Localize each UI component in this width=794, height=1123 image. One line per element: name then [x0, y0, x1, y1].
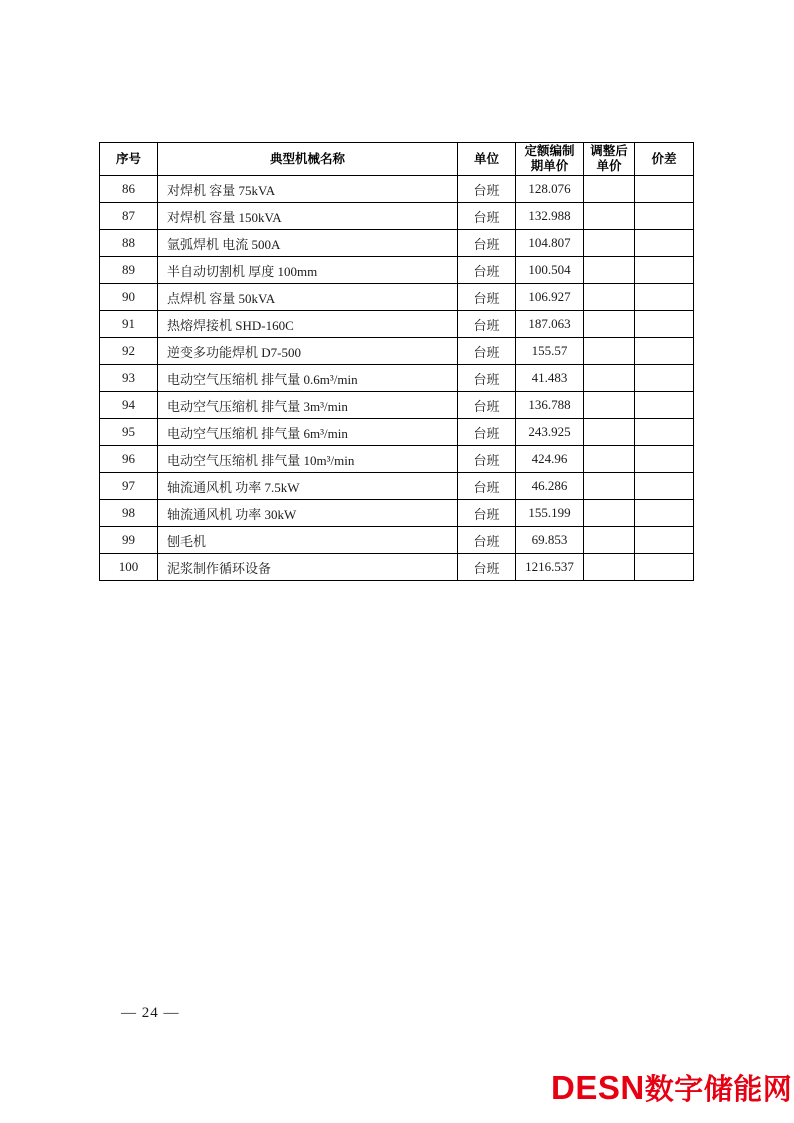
row-price-diff	[635, 365, 694, 392]
row-adjusted-price	[584, 500, 635, 527]
table-row	[100, 257, 694, 284]
row-base-price: 155.199	[516, 500, 584, 527]
row-price-diff	[635, 338, 694, 365]
row-unit: 台班	[458, 446, 516, 473]
row-seq: 99	[100, 527, 158, 554]
row-machine-name: 热熔焊接机 SHD-160C	[158, 311, 458, 338]
header-base-price: 定额编制期单价	[516, 143, 584, 176]
row-unit: 台班	[458, 473, 516, 500]
table-row	[100, 554, 694, 581]
page-number: — 24 —	[121, 1005, 180, 1021]
row-price-diff	[635, 500, 694, 527]
row-machine-name: 点焊机 容量 50kVA	[158, 284, 458, 311]
row-adjusted-price	[584, 311, 635, 338]
row-seq: 95	[100, 419, 158, 446]
row-machine-name: 电动空气压缩机 排气量 10m³/min	[158, 446, 458, 473]
row-base-price: 1216.537	[516, 554, 584, 581]
row-unit: 台班	[458, 284, 516, 311]
row-price-diff	[635, 230, 694, 257]
row-machine-name: 逆变多功能焊机 D7-500	[158, 338, 458, 365]
row-seq: 97	[100, 473, 158, 500]
row-price-diff	[635, 176, 694, 203]
row-adjusted-price	[584, 446, 635, 473]
row-base-price: 69.853	[516, 527, 584, 554]
row-price-diff	[635, 257, 694, 284]
row-seq: 91	[100, 311, 158, 338]
header-unit: 单位	[458, 143, 516, 176]
row-base-price: 106.927	[516, 284, 584, 311]
row-base-price: 187.063	[516, 311, 584, 338]
row-adjusted-price	[584, 230, 635, 257]
row-base-price: 46.286	[516, 473, 584, 500]
row-base-price: 41.483	[516, 365, 584, 392]
row-unit: 台班	[458, 257, 516, 284]
row-adjusted-price	[584, 257, 635, 284]
row-machine-name: 半自动切割机 厚度 100mm	[158, 257, 458, 284]
header-price-diff: 价差	[635, 143, 694, 176]
row-base-price: 128.076	[516, 176, 584, 203]
row-seq: 96	[100, 446, 158, 473]
row-base-price: 132.988	[516, 203, 584, 230]
table-row	[100, 473, 694, 500]
row-seq: 98	[100, 500, 158, 527]
brand-logo-cjk: 数字储能网	[644, 1074, 793, 1106]
row-unit: 台班	[458, 527, 516, 554]
brand-logo-latin: DESN	[551, 1069, 645, 1106]
row-adjusted-price	[584, 392, 635, 419]
table-row	[100, 392, 694, 419]
row-machine-name: 轴流通风机 功率 7.5kW	[158, 473, 458, 500]
row-base-price: 136.788	[516, 392, 584, 419]
row-adjusted-price	[584, 338, 635, 365]
row-seq: 86	[100, 176, 158, 203]
machine-table-body	[100, 176, 694, 581]
row-unit: 台班	[458, 392, 516, 419]
machine-price-table	[99, 142, 694, 581]
table-row	[100, 527, 694, 554]
row-unit: 台班	[458, 230, 516, 257]
row-base-price: 243.925	[516, 419, 584, 446]
row-adjusted-price	[584, 284, 635, 311]
table-row	[100, 230, 694, 257]
row-machine-name: 刨毛机	[158, 527, 458, 554]
row-adjusted-price	[584, 554, 635, 581]
row-seq: 92	[100, 338, 158, 365]
table-row	[100, 284, 694, 311]
row-unit: 台班	[458, 176, 516, 203]
row-adjusted-price	[584, 176, 635, 203]
row-machine-name: 电动空气压缩机 排气量 0.6m³/min	[158, 365, 458, 392]
row-unit: 台班	[458, 311, 516, 338]
header-adjusted-price: 调整后单价	[584, 143, 635, 176]
header-machine-name: 典型机械名称	[158, 143, 458, 176]
row-price-diff	[635, 284, 694, 311]
row-unit: 台班	[458, 338, 516, 365]
row-seq: 90	[100, 284, 158, 311]
row-seq: 94	[100, 392, 158, 419]
row-price-diff	[635, 527, 694, 554]
table-row	[100, 446, 694, 473]
row-machine-name: 电动空气压缩机 排气量 3m³/min	[158, 392, 458, 419]
row-machine-name: 氩弧焊机 电流 500A	[158, 230, 458, 257]
row-machine-name: 泥浆制作循环设备	[158, 554, 458, 581]
row-machine-name: 对焊机 容量 75kVA	[158, 176, 458, 203]
row-unit: 台班	[458, 365, 516, 392]
row-base-price: 100.504	[516, 257, 584, 284]
row-seq: 87	[100, 203, 158, 230]
row-unit: 台班	[458, 203, 516, 230]
row-price-diff	[635, 473, 694, 500]
row-price-diff	[635, 419, 694, 446]
table-row	[100, 338, 694, 365]
row-adjusted-price	[584, 203, 635, 230]
row-machine-name: 对焊机 容量 150kVA	[158, 203, 458, 230]
row-adjusted-price	[584, 473, 635, 500]
table-row	[100, 365, 694, 392]
row-seq: 89	[100, 257, 158, 284]
header-seq: 序号	[100, 143, 158, 176]
row-price-diff	[635, 203, 694, 230]
row-machine-name: 电动空气压缩机 排气量 6m³/min	[158, 419, 458, 446]
row-seq: 100	[100, 554, 158, 581]
table-row	[100, 176, 694, 203]
row-seq: 93	[100, 365, 158, 392]
table-header	[100, 143, 694, 176]
row-price-diff	[635, 554, 694, 581]
brand-logo	[551, 1071, 792, 1105]
row-adjusted-price	[584, 365, 635, 392]
table-row	[100, 203, 694, 230]
row-machine-name: 轴流通风机 功率 30kW	[158, 500, 458, 527]
row-price-diff	[635, 311, 694, 338]
row-adjusted-price	[584, 527, 635, 554]
row-price-diff	[635, 392, 694, 419]
row-price-diff	[635, 446, 694, 473]
row-unit: 台班	[458, 500, 516, 527]
row-seq: 88	[100, 230, 158, 257]
row-unit: 台班	[458, 419, 516, 446]
row-base-price: 155.57	[516, 338, 584, 365]
row-base-price: 424.96	[516, 446, 584, 473]
row-base-price: 104.807	[516, 230, 584, 257]
table-row	[100, 311, 694, 338]
table-row	[100, 419, 694, 446]
row-adjusted-price	[584, 419, 635, 446]
table-header-row	[100, 143, 694, 176]
row-unit: 台班	[458, 554, 516, 581]
table-row	[100, 500, 694, 527]
